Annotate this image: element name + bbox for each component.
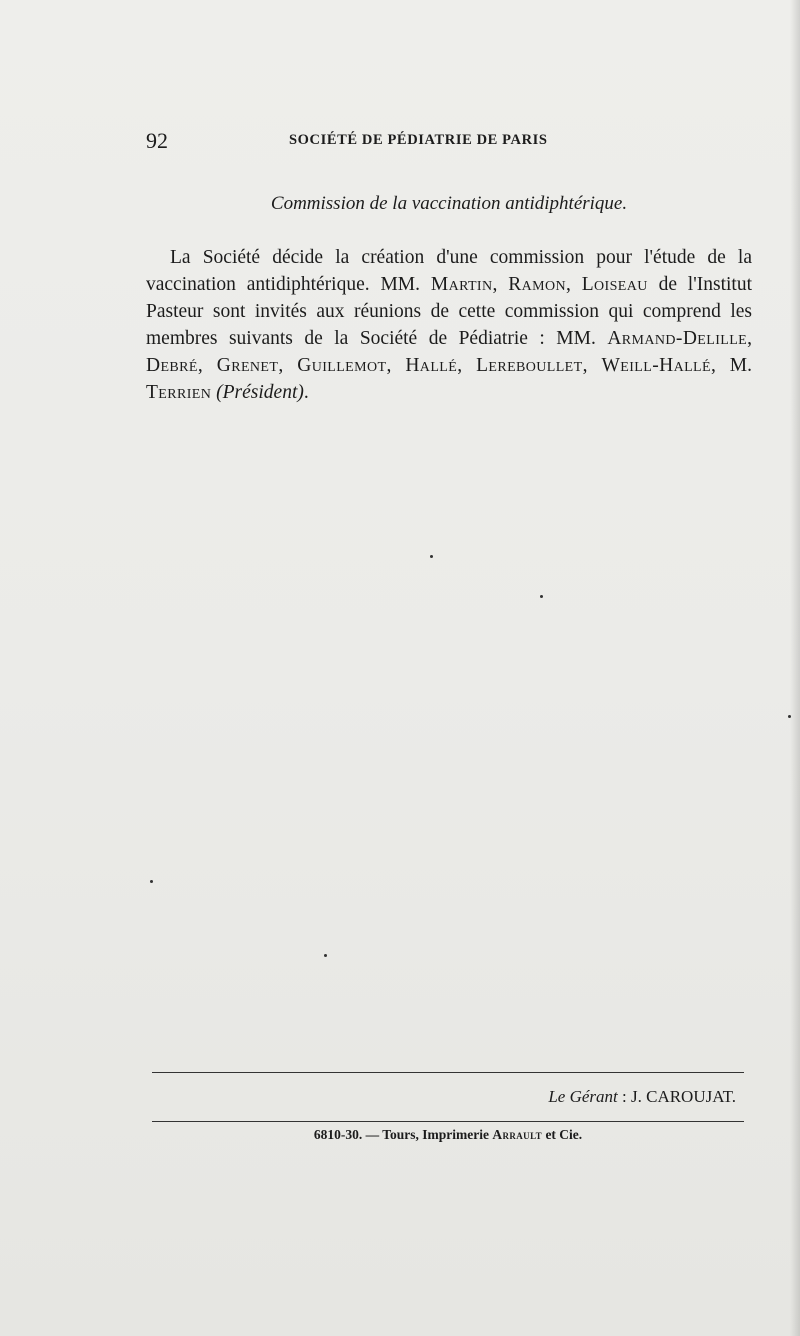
- footer-rule-top: [152, 1072, 744, 1073]
- ink-speck: [150, 880, 153, 883]
- gerant-separator: :: [617, 1087, 631, 1106]
- page-number: 92: [146, 128, 168, 153]
- name-terrien: Terrien: [146, 382, 212, 403]
- section-title: Commission de la vaccination antidiphtérique.: [270, 193, 628, 214]
- name-armand-delille: Armand-Delille: [607, 328, 748, 349]
- imprint-prefix: 6810-30. — Tours, Imprimerie: [313, 1127, 493, 1142]
- gerant-name: J. CAROUJAT.: [630, 1087, 736, 1106]
- separator: ,: [747, 328, 752, 349]
- separator: ,: [197, 355, 217, 376]
- name-debre: Debré: [146, 355, 198, 376]
- ink-speck: [788, 715, 791, 718]
- text-run: de l'Institut Pasteur sont invités aux réunions de cette commission qui comprend les membres suivants de la Société de Pédiatrie : MM.: [146, 274, 752, 349]
- running-head: SOCIÉTÉ DE PÉDIATRIE DE PARIS: [289, 132, 548, 148]
- ink-speck: [324, 954, 327, 957]
- separator: ,: [566, 274, 582, 295]
- page-edge-shadow: [790, 0, 800, 1336]
- ink-speck: [430, 555, 433, 558]
- name-lereboullet: Lereboullet: [476, 355, 583, 376]
- gerant-line: [548, 1087, 736, 1107]
- text-run: La Société décide la création d'une commission pour l'étude de la vaccination antidiphtérique. MM.: [146, 247, 752, 295]
- separator: ,: [386, 355, 406, 376]
- separator: , M.: [710, 355, 753, 376]
- separator: ,: [457, 355, 477, 376]
- name-ramon: Ramon: [508, 274, 566, 295]
- name-guillemot: Guillemot: [297, 355, 387, 376]
- name-weill-halle: Weill-Hallé: [601, 355, 711, 376]
- separator: ,: [492, 274, 509, 295]
- title-president: (Président): [216, 382, 304, 403]
- body-paragraph: [146, 244, 752, 406]
- separator: ,: [582, 355, 602, 376]
- imprint-suffix: et Cie.: [542, 1127, 583, 1142]
- imprint-line: [152, 1127, 744, 1143]
- name-grenet: Grenet: [216, 355, 279, 376]
- paragraph: [146, 244, 752, 406]
- name-halle: Hallé: [405, 355, 458, 376]
- name-loiseau: Loiseau: [581, 274, 648, 295]
- separator: ,: [278, 355, 298, 376]
- name-martin: Martin: [430, 274, 493, 295]
- ink-speck: [540, 595, 543, 598]
- gerant-label: Le Gérant: [548, 1087, 618, 1106]
- page-header: [146, 128, 752, 158]
- period: .: [303, 382, 309, 403]
- footer-rule-bottom: [152, 1121, 744, 1122]
- imprint-printer: Arrault: [492, 1127, 543, 1142]
